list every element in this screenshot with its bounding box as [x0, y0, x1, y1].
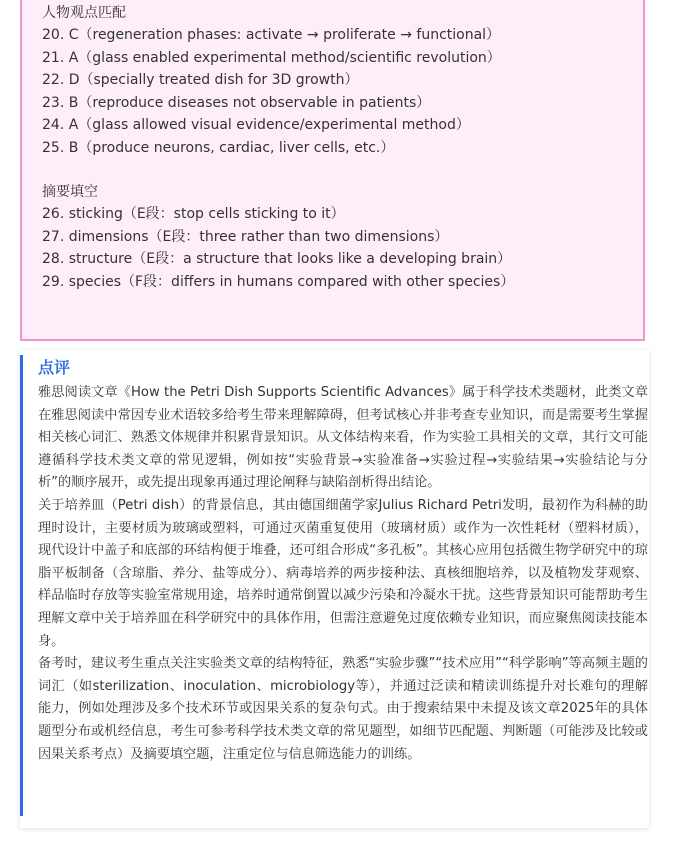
answer-item: 27. dimensions（E段：three rather than two dimensions） [42, 228, 449, 245]
review-paragraph: 雅思阅读文章《How the Petri Dish Supports Scientific Advances》属于科学技术类题材，此类文章在雅思阅读中常因专业术语较多给考生带来理解障碍，但考试核心并非考查专业知识，而是需要考生掌握相关核心词汇、熟悉文体规律并积累背景知识。从文体结构来看，作为实验工具相关的文章，其行文可能遵循科学技术类文章的常见逻辑，例如按“实验背景→实验准备→实验过程→实验结果→实验结论与分析”的顺序展开，或先提出现象再通过理论阐释与缺陷剖析得出结论。 [38, 385, 648, 491]
section-spacer [42, 159, 643, 181]
answer-item: 29. species（F段：differs in humans compared with other species） [42, 273, 515, 290]
review-card [20, 350, 649, 828]
answer-item: 22. D（specially treated dish for 3D growth） [42, 72, 359, 88]
accent-bar [20, 355, 23, 816]
answer-item: 21. A（glass enabled experimental method/scientific revolution） [42, 49, 501, 66]
answer-item: 28. structure（E段：a structure that looks like a developing brain） [42, 251, 512, 267]
answer-item: 24. A（glass allowed visual evidence/experimental method） [42, 117, 470, 133]
answer-item: 20. C（regeneration phases: activate → proliferate → functional） [42, 27, 501, 43]
review-body [38, 382, 648, 766]
matching-section-title: 人物观点匹配 [42, 5, 126, 21]
answer-key-box [20, 0, 645, 341]
summary-section-title: 摘要填空 [42, 184, 98, 200]
answer-item: 25. B（produce neurons, cardiac, liver cells, etc.） [42, 139, 395, 156]
review-paragraph: 关于培养皿（Petri dish）的背景信息，其由德国细菌学家Julius Richard Petri发明，最初作为科赫的助理时设计，主要材质为玻璃或塑料，可通过灭菌重复使用（玻璃材质）或作为一次性耗材（塑料材质），现代设计中盖子和底部的环结构便于堆叠，还可组合形成“多孔板”。其核心应用包括微生物学研究中的琼脂平板制备（含琼脂、养分、盐等成分）、病毒培养的两步接种法、真核细胞培养，以及植物发芽观察、样品临时存放等实验室常规用途，培养时通常倒置以减少污染和冷凝水干扰。这些背景知识可能帮助考生理解文章中关于培养皿在科学研究中的具体作用，但需注意避免过度依赖专业知识，而应聚焦阅读技能本身。 [38, 497, 648, 649]
answer-item: 26. sticking（E段：stop cells sticking to it） [42, 206, 345, 222]
review-paragraph: 备考时，建议考生重点关注实验类文章的结构特征，熟悉“实验步骤”“技术应用”“科学影响”等高频主题的词汇（如sterilization、inoculation、microbiology等），并通过泛读和精读训练提升对长难句的理解能力，例如处理涉及多个技术环节或因果关系的复杂句式。由于搜索结果中未提及该文章2025年的具体题型分布或机经信息，考生可参考科学技术类文章的常见题型，如细节匹配题、判断题（可能涉及比较或因果关系考点）及摘要填空题，注重定位与信息筛选能力的训练。 [38, 656, 648, 762]
answer-item: 23. B（reproduce diseases not observable in patients） [42, 94, 431, 111]
review-heading: 点评 [38, 358, 71, 377]
